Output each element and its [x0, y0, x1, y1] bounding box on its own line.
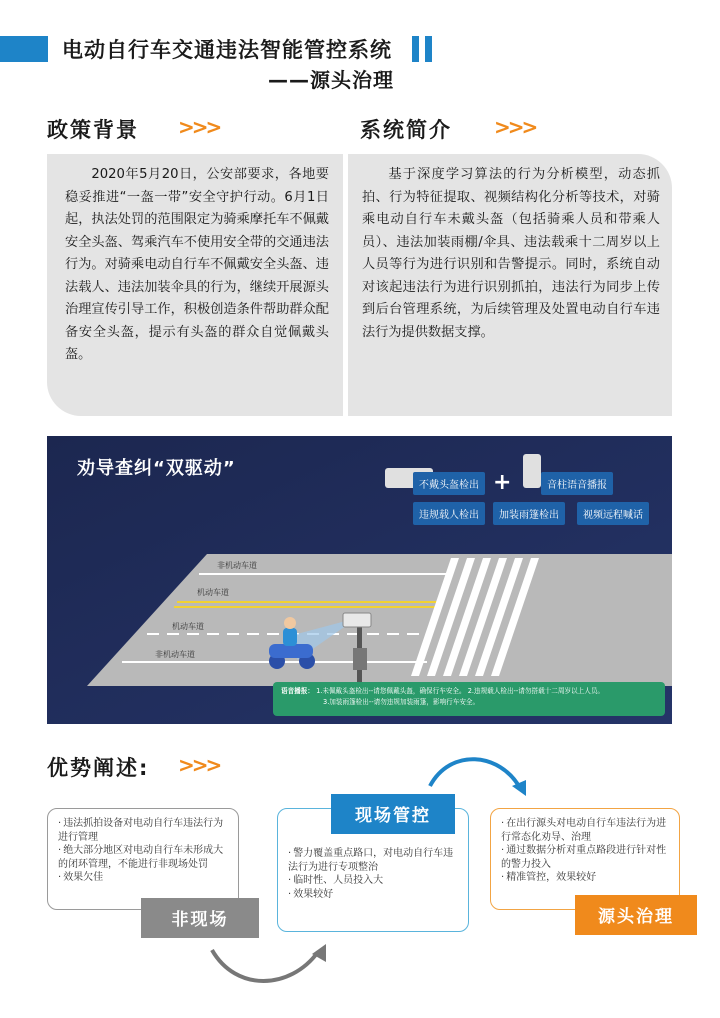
road-label: 非机动车道: [217, 561, 257, 570]
speaker-column-icon: [523, 454, 541, 488]
tag-canopy: 加装雨篷检出: [493, 502, 565, 525]
source-label: 源头治理: [575, 895, 697, 935]
policy-arrows-icon: >>>: [178, 115, 220, 139]
system-text: 基于深度学习算法的行为分析模型，动态抓拍、行为特征提取、视频结构化分析等技术，对骑乘电动自行车未戴头盔（包括骑乘人员和带乘人员）、违法加装雨棚/伞具、违法载乘十二周岁以上人员等行为进行识别和告警提示。同时，系统自动对该起违法行为进行识别抓拍，违法行为同步上传到后台管理系统，为后续管理及处置电动自行车违法行为提供数据支撑。: [362, 167, 660, 340]
advantages-arrows-icon: >>>: [178, 753, 220, 777]
voice-label: 语音播报：: [281, 687, 314, 695]
onsite-item: · 效果较好: [288, 888, 458, 902]
source-item: · 在出行源头对电动自行车违法行为进行常态化劝导、治理: [501, 817, 669, 844]
road-label: 机动车道: [172, 622, 204, 631]
camera-icon: [343, 613, 371, 627]
voice-line-2: 3.加装雨篷检出--请勿违规加装雨篷，影响行车安全。: [323, 698, 480, 706]
page-subtitle: ——源头治理: [268, 68, 394, 92]
policy-text: 2020年5月20日，公安部要求，各地要稳妥推进“一盔一带”安全守护行动。6月1日起，执法处罚的范围限定为骑乘摩托车不佩戴安全头盔、驾乘汽车不使用安全带的交通违法行为。对骑乘电动自行车不佩戴安全头盔、违法载人、违法加装伞具的行为，继续开展源头治理宣传引导工作，积极创造条件帮助群众配备安全头盔，提示有头盔的群众自觉佩戴头盔。: [65, 167, 329, 362]
offsite-item: · 违法抓拍设备对电动自行车违法行为进行管理: [58, 817, 228, 844]
advantages-heading: 优势阐述:: [47, 756, 150, 780]
plus-icon: +: [493, 470, 512, 495]
source-item: · 通过数据分析对重点路段进行针对性的警力投入: [501, 844, 669, 871]
source-item: · 精准管控，效果较好: [501, 871, 669, 885]
page-title: 电动自行车交通违法智能管控系统: [62, 38, 392, 62]
speaker-box-icon: [353, 648, 367, 670]
onsite-label: 现场管控: [331, 794, 455, 834]
arrow-top-head-icon: [512, 780, 526, 796]
dual-drive-banner: [47, 436, 672, 724]
offsite-box: [47, 808, 239, 910]
tag-no-helmet: 不戴头盔检出: [413, 472, 485, 495]
tag-speaker: 音柱语音播报: [541, 472, 613, 495]
system-panel: [348, 154, 672, 416]
road-label: 机动车道: [197, 588, 229, 597]
tag-remote-call: 视频远程喊话: [577, 502, 649, 525]
road-label: 非机动车道: [155, 650, 195, 659]
arrow-bottom-curve: [212, 950, 318, 981]
offsite-label: 非现场: [141, 898, 259, 938]
voice-broadcast-box: [273, 682, 665, 716]
title-bars-decoration: [412, 36, 438, 62]
system-heading: 系统简介: [360, 118, 452, 142]
onsite-item: · 警力覆盖重点路口，对电动自行车违法行为进行专项整治: [288, 847, 458, 874]
header-accent-bar: [0, 36, 48, 62]
tag-overload: 违规载人检出: [413, 502, 485, 525]
voice-line-1: 1.未佩戴头盔检出--请您佩戴头盔，确保行车安全。 2.违规载人检出--请勿搭载十二周岁以上人员。: [316, 687, 605, 695]
policy-panel: [47, 154, 343, 416]
onsite-item: · 临时性、人员投入大: [288, 874, 458, 888]
banner-title: 劝导查纠“双驱动”: [77, 458, 236, 479]
policy-heading: 政策背景: [47, 118, 139, 142]
offsite-item: · 效果欠佳: [58, 871, 228, 885]
arrow-bottom-head-icon: [312, 944, 326, 962]
offsite-item: · 绝大部分地区对电动自行车未形成大的闭环管理，不能进行非现场处罚: [58, 844, 228, 871]
system-arrows-icon: >>>: [494, 115, 536, 139]
arrow-top-curve: [430, 759, 520, 788]
